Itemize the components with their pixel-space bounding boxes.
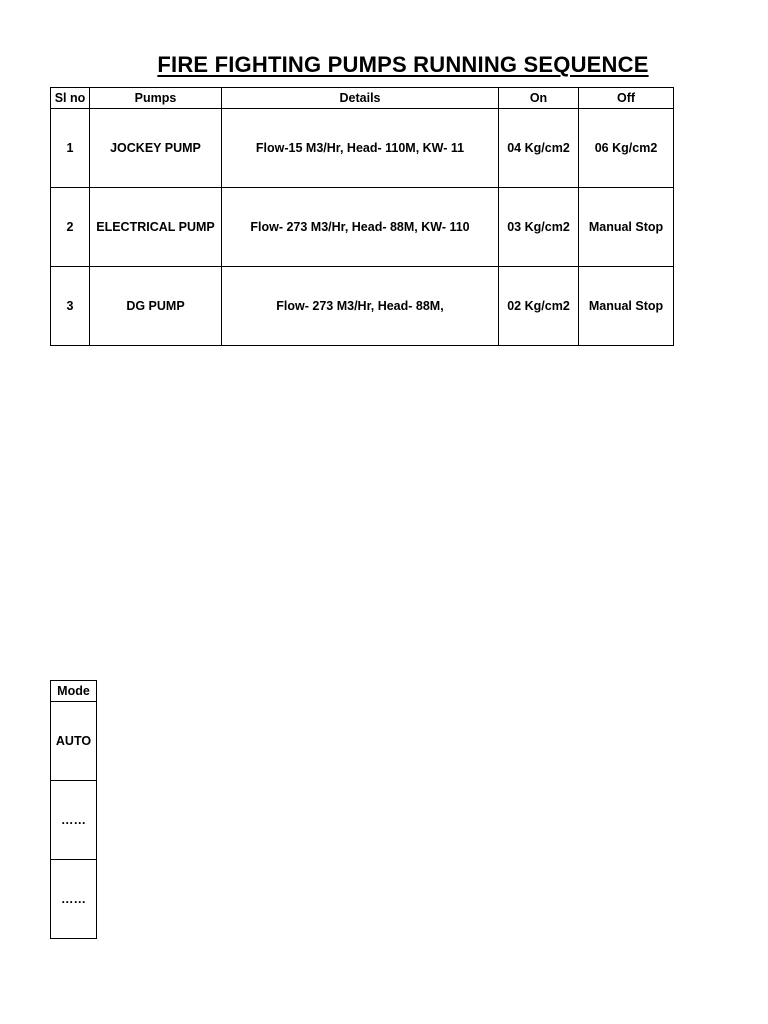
cell-on: 02 Kg/cm2 (499, 267, 579, 346)
table-row (51, 781, 97, 860)
cell-mode: AUTO (51, 702, 97, 781)
cell-mode: …… (51, 781, 97, 860)
table-row (51, 702, 97, 781)
cell-details: Flow-15 M3/Hr, Head- 110M, KW- 11 (222, 109, 499, 188)
table-row (51, 267, 674, 346)
cell-sl-no: 3 (51, 267, 90, 346)
cell-pump: DG PUMP (90, 267, 222, 346)
header-sl-no: Sl no (51, 88, 90, 109)
cell-pump: JOCKEY PUMP (90, 109, 222, 188)
page-title: FIRE FIGHTING PUMPS RUNNING SEQUENCE (157, 52, 649, 77)
table-row (51, 109, 674, 188)
cell-off: Manual Stop (579, 267, 674, 346)
cell-on: 04 Kg/cm2 (499, 109, 579, 188)
cell-details: Flow- 273 M3/Hr, Head- 88M, (222, 267, 499, 346)
header-pumps: Pumps (90, 88, 222, 109)
table-row (51, 188, 674, 267)
header-off: Off (579, 88, 674, 109)
mode-header-row (51, 681, 97, 702)
mode-table (50, 680, 97, 939)
cell-off: Manual Stop (579, 188, 674, 267)
cell-sl-no: 1 (51, 109, 90, 188)
header-on: On (499, 88, 579, 109)
cell-on: 03 Kg/cm2 (499, 188, 579, 267)
pump-sequence-table (50, 87, 674, 346)
cell-sl-no: 2 (51, 188, 90, 267)
table-row (51, 860, 97, 939)
cell-pump: ELECTRICAL PUMP (90, 188, 222, 267)
cell-off: 06 Kg/cm2 (579, 109, 674, 188)
header-mode: Mode (51, 681, 97, 702)
table-header-row (51, 88, 674, 109)
header-details: Details (222, 88, 499, 109)
cell-mode: …… (51, 860, 97, 939)
cell-details: Flow- 273 M3/Hr, Head- 88M, KW- 110 (222, 188, 499, 267)
